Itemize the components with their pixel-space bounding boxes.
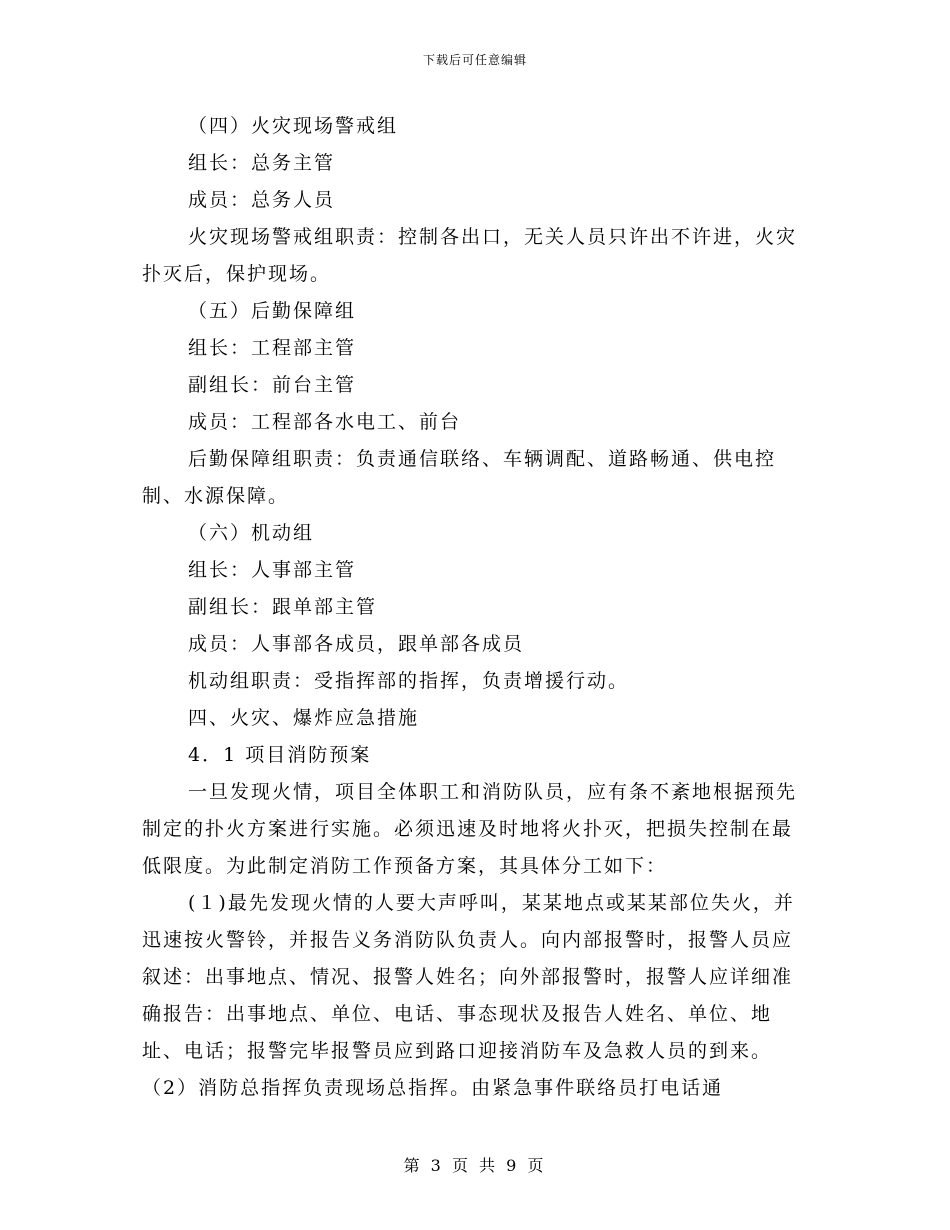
page-header-note: 下载后可任意编辑 [422, 53, 527, 67]
section-heading-mobile-group: （六）机动组 [188, 522, 315, 544]
section-heading-logistics: （五）后勤保障组 [188, 300, 357, 322]
body-paragraph: (１)最先发现火情的人要大声呼叫，某某地点或某某部位失火，并迅速按火警铃，并报告义务消防队负责人。向内部报警时，报警人员应叙述：出事地点、情况、报警人姓名；向外部报警时，报警人应详细准确报告：出事地点、单位、电话、事态现状及报告人姓名、单位、地址、电话；报警完毕报警员应到路口迎接消防车及急救人员的到来。（2）消防总指挥负责现场总指挥。由紧急事件联络员打电话通 [142, 892, 795, 1099]
body-line: 成员：工程部各水电工、前台 [188, 411, 462, 433]
body-line: 成员：总务人员 [188, 189, 336, 211]
body-paragraph: 火灾现场警戒组职责：控制各出口，无关人员只许出不许进，火灾扑灭后，保护现场。 [142, 226, 798, 285]
body-line: 副组长：跟单部主管 [188, 596, 378, 618]
body-line: 组长：工程部主管 [188, 337, 357, 359]
body-line: 组长：人事部主管 [188, 559, 357, 581]
section-heading-fire-guard: （四）火灾现场警戒组 [188, 115, 399, 137]
body-line: 成员：人事部各成员，跟单部各成员 [188, 633, 525, 655]
body-paragraph: 后勤保障组职责：负责通信联络、车辆调配、道路畅通、供电控制、水源保障。 [142, 448, 777, 507]
document-body [142, 108, 802, 1107]
body-line: 组长：总务主管 [188, 152, 336, 174]
section-heading-emergency-measures: 四、火灾、爆炸应急措施 [188, 707, 420, 729]
body-paragraph: 一旦发现火情，项目全体职工和消防队员，应有条不紊地根据预先制定的扑火方案进行实施。必须迅速及时地将火扑灭，把损失控制在最低限度。为此制定消防工作预备方案，其具体分工如下： [142, 781, 798, 877]
page-number-footer: 第 3 页 共 9 页 [403, 1156, 547, 1175]
body-line: 机动组职责：受指挥部的指挥，负责增援行动。 [188, 670, 630, 692]
subsection-heading: 4．1 项目消防预案 [188, 744, 372, 766]
body-line: 副组长：前台主管 [188, 374, 357, 396]
